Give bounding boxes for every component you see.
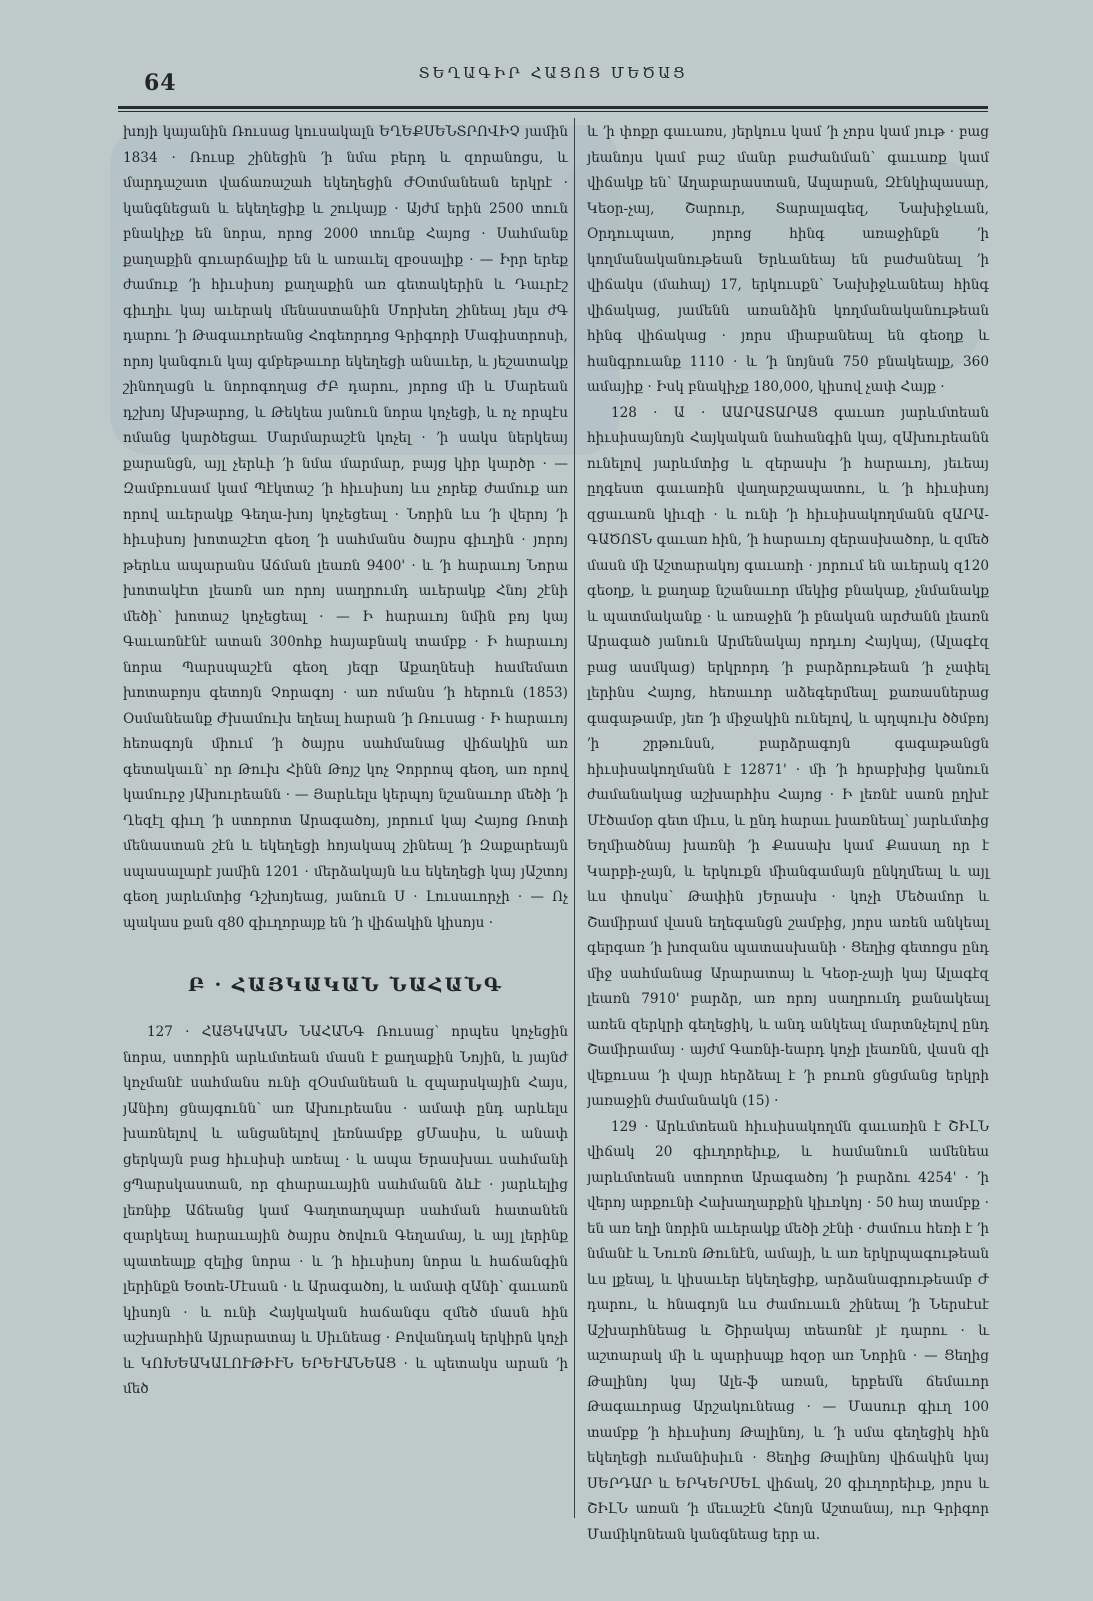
right-column (587, 120, 989, 1548)
page-header (118, 58, 988, 102)
body-paragraph: և ՚ի փոքր գաւառս, յերկուս կամ ՚ի չորս կամ յութ · բաց յեանոյս կամ բաշ մանր բաժանման՝ գաւառք կամ վիճակք են՝ Աղաբարաստան, Ապարան, Զէնկիպասար, Կեօր-չայ, Շարուր, Տարալագեզ, Նախիջևան, Օրդուպատ, յորոց հինգ առաջինքն ՚ի կողմանականութեան Երևանեայ են բաժանեալ ՚ի վիճակս (մահալ) 17, երկուսքն՝ Նախիջևանեայ հինգ վիճակաց, յամենն առանձին կողմանականութեան հինգ վիճակաց · յորս միաբանեալ են գեօղք և հանգրուանք 1110 · և ՚ի նոյնսն 750 բնակեալք, 360 ամայիք · Իսկ բնակիչք 180,000, կիսով չափ Հայք · (587, 124, 989, 395)
left-column (123, 120, 568, 1403)
header-rule-thin (118, 111, 988, 112)
column-divider (574, 118, 575, 1518)
body-paragraph: 127 · ՀԱՅԿԱԿԱՆ ՆԱՀԱՆԳ Ռուսաց՝ որպես կոչեցին նորա, ստորին արևմտեան մասն է քաղաքին Նոյին, և յայնժ կոչմանէ սահմանս ունի զՕսմանեան և զպարսկային Հայս, յԱնիոյ ցնայգունն՝ առ Ախուրեանս · ամափ ընդ արևելս խառնելով և անցանելով լեռնամբք ցՄասիս, և անափ ցերկայն բաց հիւսիսի առեալ · և ապա Երասխաւ սահմանի ցՊարսկաստան, որ զհարաւային սահմանն ձևէ · յարևելից լեռնիք Աճեանց կամ Գաղտաղպար սահման հատանեն զարկեալ հարաւային ծայրս ծովուն Գեղամայ, և այլ լերինք պատեալք զելից նորա · և ՚ի հիւսիսոյ նորա և հաճանգին լերինքն Եօտե-Մէսան · և Արագածոյ, և ամափ զԱնի՝ գաւառն կիսոյն · և ունի Հայկական հաճանգս զմեծ մասն հին աշխարհին Այրարատայ և Սիւնեաց · Բովանդակ երկիրն կոչի և ԿՈԽԵԱԿԱԼՈՒԹԻՒՆ ԵՐԵՒԱՆԵԱՑ · և պետակս արան ՚ի մեծ (123, 1024, 568, 1397)
header-rule (118, 106, 988, 109)
page-number: 64 (144, 70, 177, 96)
body-paragraph: 128 · Ա · ԱԱՐԱՏԱՐԱՑ գաւառ յարևմտեան հիւսիսայնոյն Հայկական նահանգին կայ, զԱխուրեանն ունելով յարևմտից և զերասխ ՚ի հարաւոյ, յեւեայ ըղգեստ գաւառին վաղարշապատու, և ՚ի հիւսիսոյ զցաւառն կիւզի · և ունի ՚ի հիւսիսակողմանն զԱՐԱ-ԳԱԾՈՏՆ գաւառ հին, ՚ի հարաւոյ զերասխածոր, և զմեծ մասն մի Աշտարակոյ գաւառի · յորում են աւերակ զ120 գեօղք, և քաղաք նշանաւոր մեկից բնակաք, չնմանակք և պատմականք · և առաջին ՚ի բնական արժանն լեառն Արագած յանուն Արմենակայ որդւոյ Հայկայ, (Ալագէզ բաց ասմկաց) երկրորդ ՚ի բարձրութեան ՚ի չափել լերինս Հայոց, հեռաւոր աձեգերմեալ քառասներաց գագաթամբ, յեռ ՚ի միջակին ունելով, և պղպուխ ծծմբոյ ՚ի շրթունսն, բարձրագոյն գագաթանցն հիւսիսակողմանն է 12871' · մի ՚ի հրաբխից կանուն ժամանակաց աշխարհիս Հայոց · Ի լեռնէ սառն ըղխէ Մէծամօր գետ միւս, և ընդ հարաւ խառնեալ՝ յարևմտից Եղմիածնայ խառնի ՚ի Քասախ կամ Քասաղ որ է Կարբի-չայն, և երկուքն միանգամայն ընկղմեալ և այլ ևս փոսկս՝ Թափին յԵրասխ · կոչի Մեծամոր և Շամիրամ վասն եղեգանցն շամբից, յորս առեն անկեալ գերգառ ՚ի խոզանս պատասխանի · Ցեղից գետոցս ընդ միջ սահմանաց Արարատայ և Կեօր-չայի կայ Ալագէզ լեառն 7910' բարձր, առ որոյ սաղրումդ քանակեալ առեն զերկրի գեղեցիկ, և անդ անկեալ մարտնչելով ընդ Շամիրամայ · այժմ Գառնի-եարդ կոչի լեառնն, վասն զի վեքուսա ՚ի վայր հերձեալ է ՚ի բուռն ցնցմանց երկրի յառաջին ժամանակն (15) · (587, 404, 989, 1109)
body-paragraph: 129 · Արևմտեան հիւսիսակողմն գաւառին է ՇԻԼՆ վիճակ 20 գիւղորեիւք, և համանուն ամենեա յարևմտեան ստորոտ Արագածոյ ՚ի բարձու 4254' · ՚ի վերոյ արքունի Հախաղարքին կիւռկոյ · 50 հայ տամբք · են առ եղի նորին աւերակք մեծի շէնի · ժամուս հեռի է ՚ի նմանէ և Նուռն Թունէն, ամայի, և առ երկրպագութեան ևս լքեալ, և կիսաւեր եկեղեցիք, արձանագրութեամբ Ժ դարու, և հնագոյն ևս ժամուաւն շինեալ ՚ի Ներսէսէ Աշխարհնեաց և Շիրակայ տեառնէ յէ դարու · և աշտարակ մի և պարիսպք հզօր առ Նորին · — Ցեղից Թալինոյ կայ Ալե-ֆ առան, երբեմն ճեմաւոր Թագաւորաց Արշակունեաց · — Մասուր գիւղ 100 տամբք ՚ի հիւսիսոյ Թալինոյ, և ՚ի սմա գեղեցիկ հին եկեղեցի ումանիսիւն · Ցեղից Թալինոյ վիճակին կայ ՍԵՐԴԱՐ և ԵՐԿԵՐՍԵԼ վիճակ, 20 գիւղորեիւք, յորս և ՇԻԼՆ առան ՚ի մեւաշէն Հնոյն Աշտանայ, ուր Գրիգոր Մամիկոնեան կանգնեաց երր ա. (587, 1118, 989, 1543)
body-paragraph: խոյի կայանին Ռուսաց կուսակալն ԵՂԵՔՍԵՆՏՐՈՎԻՉ յամին 1834 · Ռուսք շինեցին ՚ի նմա բերդ և զորանոցս, և մարդաշատ վաճառաշահ եկեղեցին ԺՕտմանեան երկրէ · կանգնեցան և եկեղեցիք և շուկայք · Այժմ երին 2500 տուն բնակիչք են նորա, որոց 2000 տունք Հայոց · Սահմանք քաղաքին գուարճալիք են և առաւել զբօսալիք · — Իրր երեք ժամուք ՚ի հիւսիսոյ քաղաքին առ գետակերին և Դաւրէշ գիւղիւ կայ աւերակ մենաստանին Մորխեղ շինեալ յելս ժԳ դարու ՚ի Թագաւորեանց Հոգեորդոց Գրիգորի Մագիստրոսի, որոյ կանգուն կայ գմբեթաւոր եկեղեցի անաւեր, և յեշատակք շինողացն և նորոգողաց ԺԲ դարու, յորոց մի և Մարեան դշխոյ Ախթարոց, և Թեկեա յանուն նորա կոչեցի, և ոչ որպէս ոմանց կարծեցաւ Մարմարաշէն կոչել · ՚ի սակս ներկեայ քարանցն, այլ չերևի ՚ի նմա մարմար, բայց կիր կարծր · — Զամբուսամ կամ Պէկտաշ ՚ի հիւսիսոյ ևս չորեք ժամուք առ որով աւերակք Գեղա-խոյ կոչեցեալ · Նորին ևս ՚ի վերոյ ՚ի հիւսիսոյ խոտաշէտ գեօղ ՚ի սահմանս ծայրս գիւղին · յորոյ թերևս ապարանս Աճման լեառն 9400' · և ՚ի հարաւոյ Նորա խոտակէտ լեառն առ որոյ սաղրումդ աւերակք Հնոյ շէնի մեծի՝ խոտաշ կոչեցեալ · — Ի հարաւոյ նմին բոյ կայ Գաւառնէնէ ատան 300ոհք հայաբնակ տամբք · Ի հարաւոյ նորա Պարսպաշէն գեօղ յեզր Աքաղնեսի համեմատ խոտաբոյս գետոյն Չորագոյ · առ ոմանս ՚ի հերուն (1853) Օսմանեանք Ժխամուխ եղեալ հարան ՚ի Ռուսաց · Ի հարաւոյ հեռագոյն միում ՚ի ծայրս սահմանաց վիճակին առ գետակաւն՝ որ Թուխ Հինն Թոյշ կոչ Չորրոպ գեօղ, առ որով կամուրջ յԱխուրեանն · — Յարևելս կերպոյ նշանաւոր մեծի ՚ի Ղեզէլ գիւղ ՚ի ստորոտ Արագածոյ, յորում կայ Հայոց Ռոտի մենաստան շէն և եկեղեցի հոյակապ շինեալ ՚ի Զաքարեայն սպասալարէ յամին 1201 · մերձակայն ևս եկեղեցի կայ յԱշտոյ գեօղ յարևմտից Դշխոյեաց, յանուն Ս · Լուսաւորչի · — Ոչ պակաս քան զ80 գիւղորայք են ՚ի վիճակին կիսոյս · (123, 124, 568, 931)
running-title: ՏԵՂԱԳԻՐ ՀԱՑՈՑ ՄԵԾԱՑ (418, 64, 688, 82)
section-heading: Բ · ՀԱՅԿԱԿԱՆ ՆԱՀԱՆԳ (188, 974, 503, 996)
